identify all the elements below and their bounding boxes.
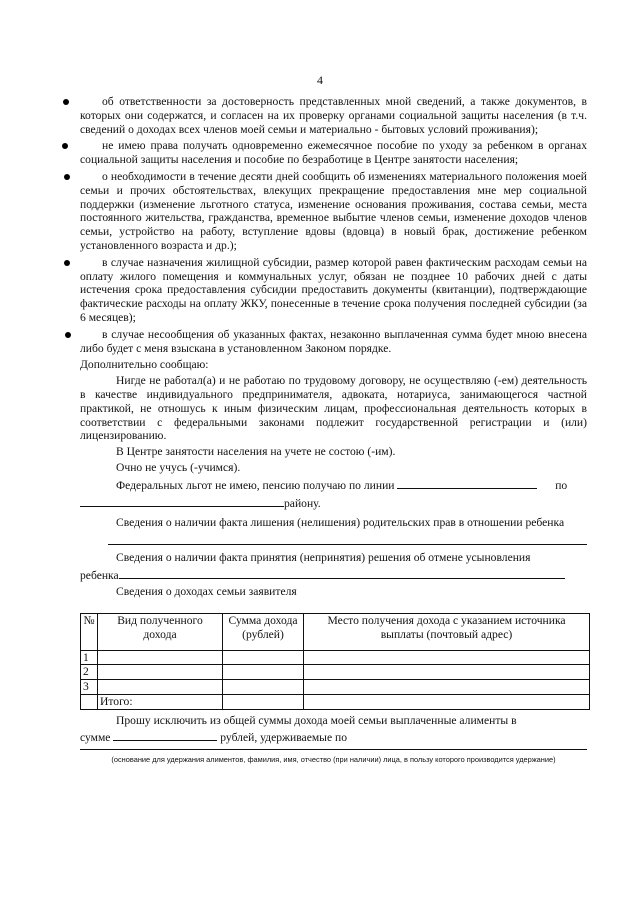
income-table [80, 613, 590, 710]
income-type-cell[interactable] [98, 665, 223, 680]
bullet-dot-icon [62, 143, 68, 149]
alimony-line: Прошу исключить из общей суммы дохода моей семьи выплаченные алименты в [116, 713, 517, 727]
district-field[interactable] [80, 495, 284, 507]
alimony-basis-field[interactable] [80, 749, 587, 750]
bullet-responsibility: об ответственности за достоверность представленных мной сведений, а также документов, в которых они содержатся, и согласен на их проверку органами социальной защиты населения (в т.ч. сведений о доходах всех членов моей семьи и материально - бытовых условий проживания); [80, 95, 587, 136]
table-total-row [81, 694, 590, 709]
table-row [81, 665, 590, 680]
col-income-source-header: Место получения дохода с указанием источника выплаты (почтовый адрес) [304, 613, 590, 650]
bullet-report-changes: о необходимости в течение десяти дней сообщить об изменениях материального положения моей семьи и прочих обстоятельствах, влекущих прекращение предоставления мне мер социальной поддержки (изменение льготного статуса, изменение основания проживания, состава семьи, места постоянного жительства, гражданства, временное выбытие членов семьи, изменение доходов членов семьи, устройство на работу, вступление вдовы (вдовца) в новый брак, достижение ребенком установленного возраста и др.); [80, 170, 587, 253]
income-sum-cell[interactable] [223, 650, 304, 665]
alimony-footnote: (основание для удержания алиментов, фамилия, имя, отчество (при наличии) лица, в пользу которого производится удержание) [111, 755, 556, 765]
pension-line: Федеральных льгот не имею, пенсию получаю по линии по [116, 478, 568, 492]
pension-source-field[interactable] [397, 477, 537, 489]
adoption-line: Сведения о наличии факта принятия (непринятия) решения об отмене усыновления [116, 551, 531, 565]
row-number: 1 [81, 650, 98, 665]
parental-rights-field[interactable] [108, 532, 587, 545]
income-sum-cell[interactable] [223, 665, 304, 680]
income-type-cell[interactable] [98, 650, 223, 665]
document-content [80, 95, 587, 767]
pension-district-line: району. [80, 495, 587, 511]
income-type-cell[interactable] [98, 680, 223, 695]
bullet-no-double-benefit: не имею права получать одновременно ежемесячное пособие по уходу за ребенком в органах социальной защиты населения и пособие по безработице в Центре занятости населения; [80, 139, 587, 167]
income-source-cell[interactable] [304, 650, 590, 665]
bullet-housing-subsidy: в случае назначения жилищной субсидии, размер которой равен фактическим расходам семьи на оплату жилого помещения и коммунальных услуг, обязан не позднее 10 рабочих дней с даты истечения срока предоставления субсидии предоставить документы (квитанции), подтверждающие фактические расходы на оплату ЖКУ, понесенные в течение срока получения последней субсидии (за 6 месяцев); [80, 256, 587, 325]
table-row [81, 680, 590, 695]
parental-rights-line: Сведения о наличии факта лишения (нелишения) родительских прав в отношении ребенка [116, 516, 565, 530]
bullet-dot-icon [64, 174, 70, 180]
row-number: 3 [81, 680, 98, 695]
employment-center-statement: В Центре занятости населения на учете не состою (-им). [116, 445, 396, 459]
table-header-row [81, 613, 590, 650]
adoption-child-line: ребенка [80, 567, 587, 583]
additional-heading: Дополнительно сообщаю: [80, 358, 209, 372]
col-number-header: № [81, 613, 98, 650]
income-sum-cell[interactable] [223, 680, 304, 695]
row-number: 2 [81, 665, 98, 680]
bullet-dot-icon [64, 260, 70, 266]
total-sum-cell[interactable] [223, 694, 304, 709]
col-income-sum-header: Сумма дохода (рублей) [223, 613, 304, 650]
col-income-type-header: Вид полученного дохода [98, 613, 223, 650]
work-statement: Нигде не работал(а) и не работаю по трудовому договору, не осуществляю (-ем) деятельность в качестве индивидуального предпринимателя, адвоката, нотариуса, занимающегося частной практикой, не отношусь к иным физическим лицам, профессиональная деятельность которых в соответствии с федеральными законами подлежит государственной регистрации и (или) лицензированию. [80, 374, 587, 443]
alimony-sum-field[interactable] [113, 729, 217, 741]
income-source-cell[interactable] [304, 665, 590, 680]
bullet-nonreport-consequence: в случае несообщения об указанных фактах, незаконно выплаченная сумма будет мною внесена либо будет с меня взыскана в установленном Законом порядке. [80, 328, 587, 356]
bullet-dot-icon [63, 99, 69, 105]
income-heading: Сведения о доходах семьи заявителя [116, 584, 297, 598]
adoption-field[interactable] [119, 567, 565, 579]
income-source-cell[interactable] [304, 680, 590, 695]
bullet-dot-icon [65, 332, 71, 338]
total-label: Итого: [98, 694, 223, 709]
table-row [81, 650, 590, 665]
page-number: 4 [317, 73, 323, 87]
study-statement: Очно не учусь (-учимся). [116, 460, 241, 474]
alimony-sum-line: сумме рублей, удерживаемые по [80, 731, 348, 745]
